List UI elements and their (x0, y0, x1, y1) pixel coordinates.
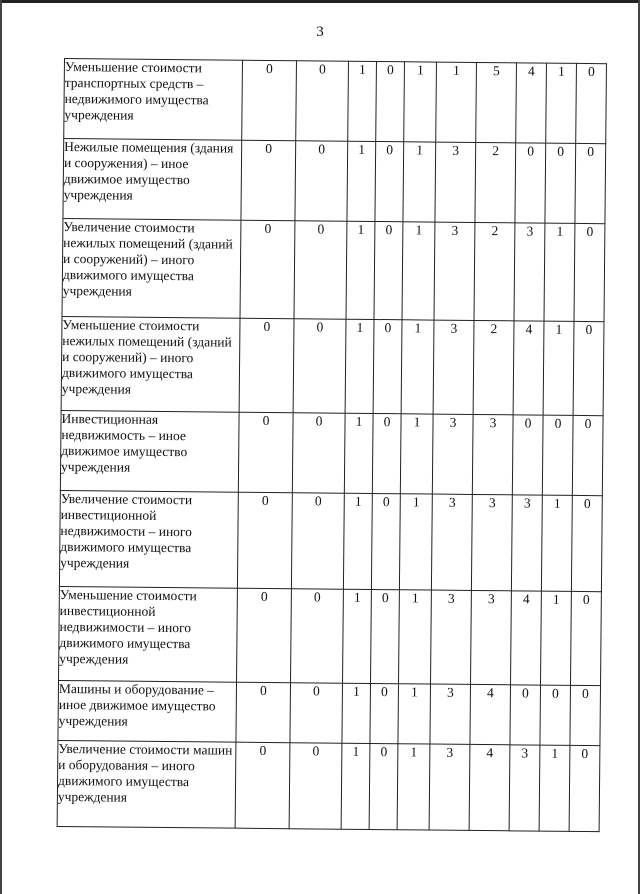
code-digit: 0 (515, 143, 546, 223)
code-digit: 3 (432, 414, 473, 494)
row-label: Уменьшение стоимости нежилых помещений (зданий и сооружений) – иного движимого имущества учреждения (61, 316, 240, 412)
row-label: Уменьшение стоимости инвестиционной недвижимости – иного движимого имущества учреждения (59, 586, 238, 682)
code-digit: 0 (293, 319, 346, 413)
code-digit: 3 (472, 414, 513, 494)
row-label: Уменьшение стоимости транспортных средств – недвижимого имущества учреждения (64, 59, 243, 141)
code-digit: 1 (344, 413, 373, 493)
table-row (61, 316, 604, 415)
code-digit: 1 (546, 63, 577, 143)
code-digit: 0 (573, 321, 604, 415)
code-digit: 3 (431, 590, 472, 684)
code-digit: 1 (345, 319, 374, 413)
code-digit: 4 (513, 321, 544, 415)
code-digit: 1 (543, 321, 574, 415)
scan-edge-left (0, 0, 2, 894)
row-label: Увеличение стоимости нежилых помещений (зданий и сооружений) – иного движимого имущества учреждения (62, 218, 241, 318)
code-digit: 0 (238, 412, 293, 493)
code-digit: 0 (575, 143, 606, 223)
code-digit: 0 (540, 685, 571, 745)
table-row (60, 410, 603, 495)
code-digit: 2 (473, 320, 514, 414)
code-digit: 0 (237, 492, 292, 589)
code-digit: 0 (374, 221, 403, 319)
code-digit: 3 (471, 494, 512, 590)
code-digit: 1 (346, 221, 375, 319)
code-digit: 0 (241, 140, 296, 221)
code-digit: 0 (571, 495, 602, 591)
code-digit: 3 (435, 142, 476, 222)
row-label: Увеличение стоимости машин и оборудования – иного движимого имущества учреждения (57, 740, 236, 828)
table-row (57, 740, 600, 831)
row-label: Увеличение стоимости инвестиционной недвижимости – иного движимого имущества учреждения (59, 490, 238, 588)
code-digit: 0 (236, 682, 291, 743)
code-digit: 0 (294, 221, 347, 319)
code-digit: 0 (291, 589, 344, 683)
code-digit: 0 (291, 493, 344, 589)
code-digit: 1 (343, 493, 372, 589)
code-digit: 3 (511, 495, 542, 591)
code-digit: 1 (541, 495, 572, 591)
code-digit: 0 (570, 685, 601, 745)
code-digit: 1 (544, 223, 575, 321)
code-digit: 0 (242, 60, 297, 141)
code-digit: 1 (436, 62, 477, 142)
code-digit: 1 (539, 745, 570, 831)
code-digit: 1 (399, 590, 432, 684)
code-digit: 0 (375, 141, 404, 221)
code-digit: 1 (343, 589, 372, 683)
code-digit: 0 (572, 415, 603, 495)
code-digit: 4 (469, 744, 510, 830)
account-codes-table (57, 58, 607, 832)
code-digit: 1 (400, 414, 433, 494)
code-digit: 1 (403, 142, 436, 222)
code-digit: 0 (289, 743, 342, 829)
code-digit: 3 (431, 494, 472, 590)
code-digit: 3 (509, 745, 540, 831)
code-digit: 3 (429, 744, 470, 830)
code-digit: 0 (574, 223, 605, 321)
code-digit: 0 (576, 63, 607, 143)
code-digit: 0 (372, 413, 401, 493)
table-row (64, 59, 607, 144)
code-digit: 2 (474, 222, 515, 320)
table-row (62, 218, 605, 321)
code-digit: 1 (397, 744, 430, 830)
page-number: 3 (316, 24, 324, 40)
code-digit: 0 (296, 61, 349, 141)
code-digit: 3 (433, 320, 474, 414)
code-digit: 1 (347, 141, 376, 221)
row-label: Инвестиционная недвижимость – иное движимое имущество учреждения (60, 410, 239, 492)
code-digit: 1 (398, 684, 431, 744)
code-digit: 1 (341, 743, 370, 829)
code-digit: 3 (434, 222, 475, 320)
code-digit: 0 (290, 683, 343, 743)
table-row (58, 680, 601, 745)
code-digit: 1 (541, 591, 572, 685)
code-digit: 0 (295, 141, 348, 221)
code-digit: 5 (476, 62, 517, 142)
code-digit: 3 (430, 684, 471, 744)
code-digit: 4 (470, 684, 511, 744)
code-digit: 0 (292, 413, 345, 493)
row-label: Нежилые помещения (здания и сооружения) – иное движимое имущество учреждения (63, 139, 242, 221)
code-digit: 3 (514, 223, 545, 321)
code-digit: 1 (348, 61, 377, 141)
code-digit: 0 (371, 589, 400, 683)
code-digit: 0 (240, 220, 295, 319)
code-digit: 2 (475, 142, 516, 222)
code-digit: 0 (512, 415, 543, 495)
code-digit: 0 (239, 318, 294, 413)
code-digit: 3 (471, 590, 512, 684)
table-row (59, 586, 602, 685)
scan-edge-top (0, 0, 640, 3)
code-digit: 1 (342, 683, 371, 743)
code-digit: 0 (545, 143, 576, 223)
code-digit: 0 (376, 61, 405, 141)
code-digit: 0 (371, 493, 400, 589)
code-digit: 0 (510, 685, 541, 745)
code-digit: 0 (369, 743, 398, 829)
code-digit: 0 (373, 319, 402, 413)
code-digit: 0 (542, 415, 573, 495)
table-row (59, 490, 602, 591)
code-digit: 0 (370, 683, 399, 743)
code-digit: 4 (511, 591, 542, 685)
code-digit: 0 (237, 588, 292, 683)
code-digit: 4 (516, 63, 547, 143)
table-row (63, 139, 606, 224)
code-digit: 0 (569, 745, 600, 831)
code-digit: 0 (235, 742, 290, 829)
code-digit: 0 (571, 591, 602, 685)
code-digit: 1 (402, 222, 435, 320)
code-digit: 1 (404, 62, 437, 142)
code-digit: 1 (399, 494, 432, 590)
code-digit: 1 (401, 320, 434, 414)
row-label: Машины и оборудование – иное движимое имущество учреждения (58, 680, 237, 742)
